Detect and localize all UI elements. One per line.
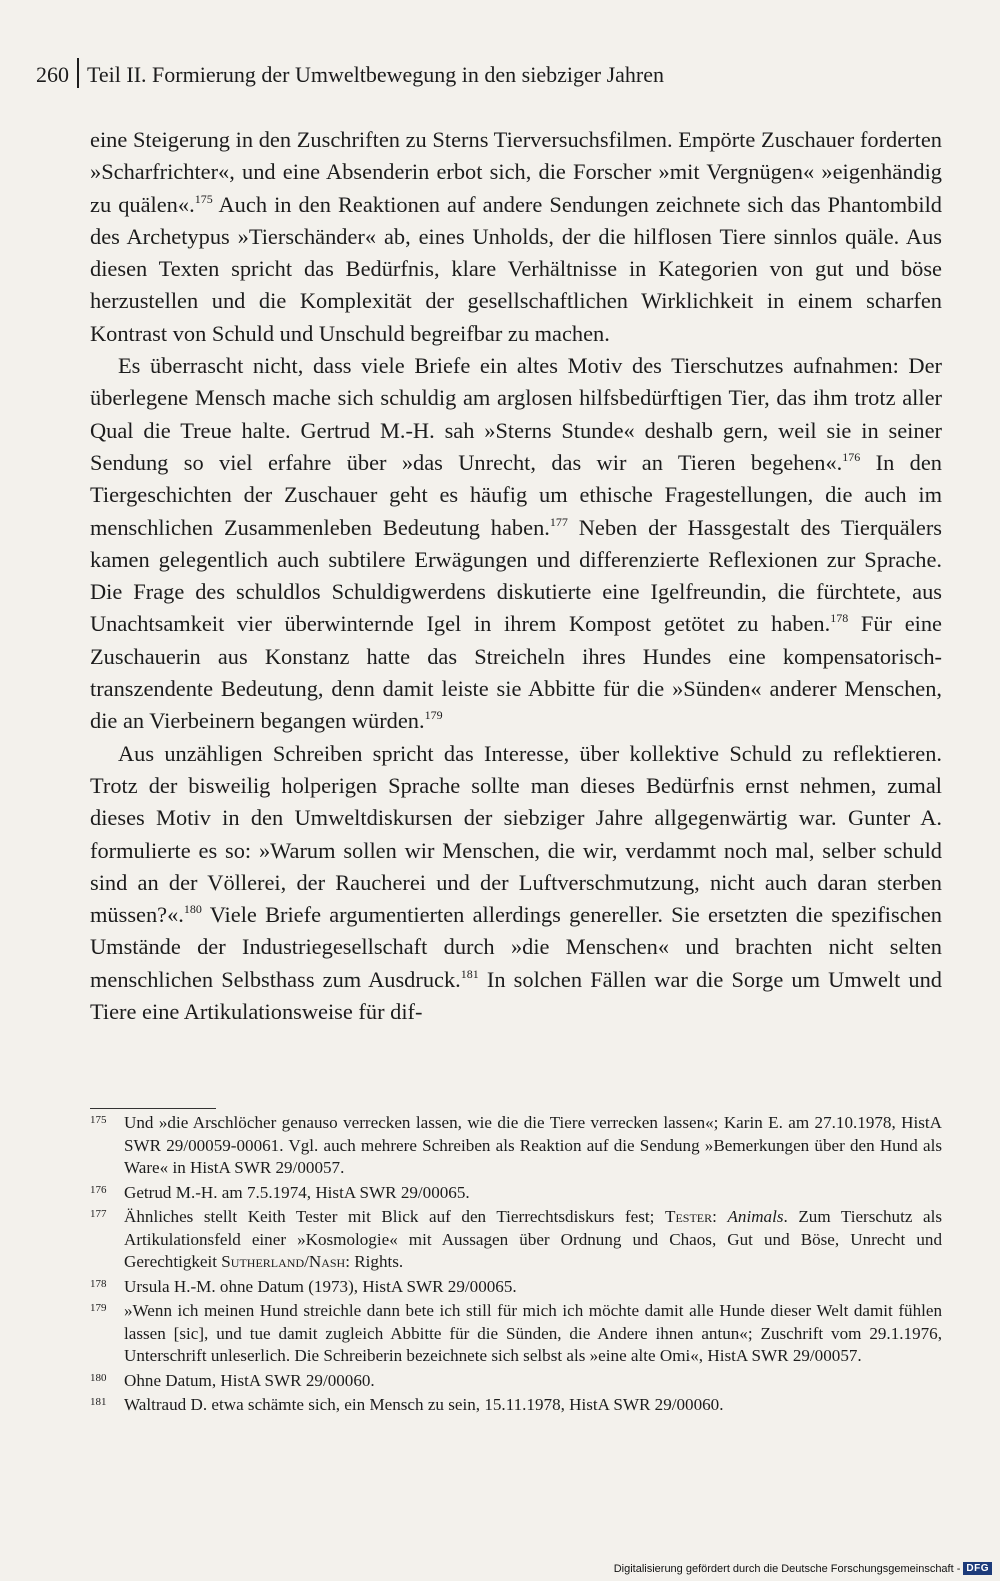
paragraph xyxy=(90,124,942,350)
footnote xyxy=(90,1112,942,1180)
main-text xyxy=(90,124,942,1028)
footnote-ref: 176 xyxy=(842,449,861,464)
digitization-credit xyxy=(614,1562,992,1575)
footnote-text xyxy=(124,1113,942,1177)
footnote-text xyxy=(124,1395,724,1414)
paragraph xyxy=(90,738,942,1029)
author-name: Sutherland/Nash xyxy=(221,1252,346,1271)
footnote-ref: 177 xyxy=(549,514,568,529)
footnote xyxy=(90,1300,942,1368)
footnote-number: 176 xyxy=(90,1183,107,1196)
text-run: Auch in den Reaktionen auf andere Sendungen zeichnete sich das Phantombild des Archetypus »Tierschänder« ab, eines Unholds, der die hilflosen Tiere sinnlos quäle. Aus diesen Texten spricht das Bedürfnis, klare Verhältnisse in Kategorien von gut und böse herzustellen und die Komplexität der gesellschaftlichen Wirklichkeit in einem scharfen Kontrast von Schuld und Unschuld begreifbar zu machen. xyxy=(90,191,943,346)
footnote-number: 177 xyxy=(90,1208,107,1220)
footnote-ref: 179 xyxy=(424,708,443,723)
text-run: Und »die Arschlöcher genauso verrecken lassen, wie die die Tiere verrecken lassen«; Karin E. am 27.10.1978, HistA SWR 29/00059-00061. Vgl. auch mehrere Schreiben als Reaktion auf die Sendung »Bemerkungen über den Hund als Ware« in HistA SWR 29/00057. xyxy=(124,1113,942,1177)
text-run: Waltraud D. etwa schämte sich, ein Mensch zu sein, 15.11.1978, HistA SWR 29/00060. xyxy=(124,1395,724,1414)
footnote-separator xyxy=(90,1108,216,1109)
footnote-ref: 178 xyxy=(830,611,849,626)
text-run: Für eine Zuschauerin aus Konstanz hatte das Streicheln ihres Hundes eine kompensatorisch-transzendente Bedeutung, denn damit leiste sie Abbitte für die »Sünden« anderer Menschen, die an Vierbeinern begangen würden. xyxy=(90,611,942,734)
dfg-logo: DFG xyxy=(963,1562,992,1575)
footnote xyxy=(90,1182,942,1205)
footnote-ref: 180 xyxy=(183,902,202,917)
footnote-ref: 181 xyxy=(460,966,479,981)
footnote-number: 178 xyxy=(90,1277,107,1290)
footnote-text xyxy=(124,1371,375,1390)
footnote-text xyxy=(124,1301,942,1365)
footnote-text xyxy=(124,1277,517,1296)
text-run: Es überrascht nicht, dass viele Briefe ein altes Motiv des Tierschutzes aufnahmen: Der überlegene Mensch mache sich schuldig am arglosen hilfsbedürftigen Tier, das ihm trotz aller Qual die Treue halte. Gertrud M.-H. sah »Sterns Stunde« deshalb gern, weil sie in seiner Sendung so viel erfahre über »das Unrecht, das wir an Tieren begehen«. xyxy=(90,353,942,475)
footnotes xyxy=(90,1112,942,1419)
footnote xyxy=(90,1370,942,1393)
footnote-text xyxy=(124,1207,942,1271)
footnote xyxy=(90,1276,942,1299)
footnote xyxy=(90,1394,942,1417)
footnote-number: 181 xyxy=(90,1396,107,1408)
footnote-ref: 175 xyxy=(194,191,213,206)
footnote-number: 180 xyxy=(90,1371,107,1384)
running-title: Teil II. Formierung der Umweltbewegung in den siebziger Jahren xyxy=(87,62,665,87)
credit-text: Digitalisierung gefördert durch die Deutsche Forschungsgemeinschaft - xyxy=(613,1562,961,1575)
text-run: Viele Briefe argumentierten allerdings genereller. Sie ersetzten die spezifischen Umstände der Industriegesellschaft durch »die Menschen« und brachten nicht selten menschlichen Selbsthass zum Ausdruck. xyxy=(90,902,942,992)
text-run: Ähnliches stellt Keith Tester mit Blick auf den Tierrechtsdiskurs fest; xyxy=(124,1207,665,1226)
text-run: In solchen Fällen war die Sorge um Umwelt und Tiere eine Artikulationsweise für dif- xyxy=(90,966,942,1025)
footnote-number: 175 xyxy=(90,1114,107,1126)
text-run: eine Steigerung in den Zuschriften zu Sterns Tierversuchsfilmen. Empörte Zuschauer forderten »Scharfrichter«, und eine Absenderin erbot sich, die Forscher »mit Vergnügen« »eigenhändig zu quälen«. xyxy=(90,127,942,217)
text-run: »Wenn ich meinen Hund streichle dann bete ich still für mich ich möchte damit alle Hunde dieser Welt damit fühlen lassen [sic], und tue damit zugleich Abbitte für die Sünden, die Andere ihnen antun«; Zuschrift vom 29.1.1976, Unterschrift unleserlich. Die Schreiberin bezeichnete sich selbst als »eine alte Omi«, HistA SWR 29/00057. xyxy=(124,1301,942,1365)
text-run: : Rights. xyxy=(345,1252,404,1271)
text-run: In den Tiergeschichten der Zuschauer geht es häufig um ethische Fragestellungen, die auch im menschlichen Zusammenleben Bedeutung haben. xyxy=(90,449,942,540)
text-run: Aus unzähligen Schreiben spricht das Interesse, über kollektive Schuld zu reflektieren. Trotz der bisweilig holperigen Sprache sollte man dieses Bedürfnis ernst nehmen, zumal dieses Motiv in den Umweltdiskursen der siebziger Jahre allgegenwärtig war. Gunter A. formulierte es so: »Warum sollen wir Menschen, die wir, verdammt noch mal, selber schuld sind an der Völlerei, der Raucherei und der Luftverschmutzung, nicht auch daran sterben müssen?«. xyxy=(90,740,942,928)
running-header xyxy=(36,58,940,90)
text-run: Ohne Datum, HistA SWR 29/00060. xyxy=(124,1370,375,1390)
text-run: Getrud M.-H. am 7.5.1974, HistA SWR 29/00065. xyxy=(124,1182,470,1202)
work-title: Animals xyxy=(727,1207,784,1226)
text-run: Ursula H.-M. ohne Datum (1973), HistA SWR 29/00065. xyxy=(124,1276,517,1296)
author-name: Tester xyxy=(665,1207,713,1226)
header-divider xyxy=(77,58,79,88)
text-run: . Zum Tierschutz als Artikulationsfeld einer »Kosmologie« mit Aussagen über Ordnung und Chaos, Gut und Böse, Unrecht und Gerechtigkeit xyxy=(124,1207,942,1271)
page-number: 260 xyxy=(36,62,69,87)
footnote-text xyxy=(124,1183,470,1202)
footnote xyxy=(90,1206,942,1274)
paragraph xyxy=(90,350,942,738)
text-run: Neben der Hassgestalt des Tierquälers kamen gelegentlich auch subtilere Erwägungen und differenzierte Reflexionen zur Sprache. Die Frage des schuldlos Schuldigwerdens diskutierte eine Igelfreundin, die fürchtete, aus Unachtsamkeit vier überwinternde Igel in ihrem Kompost getötet zu haben. xyxy=(90,514,942,637)
footnote-number: 179 xyxy=(90,1302,107,1314)
text-run: : xyxy=(712,1207,728,1226)
